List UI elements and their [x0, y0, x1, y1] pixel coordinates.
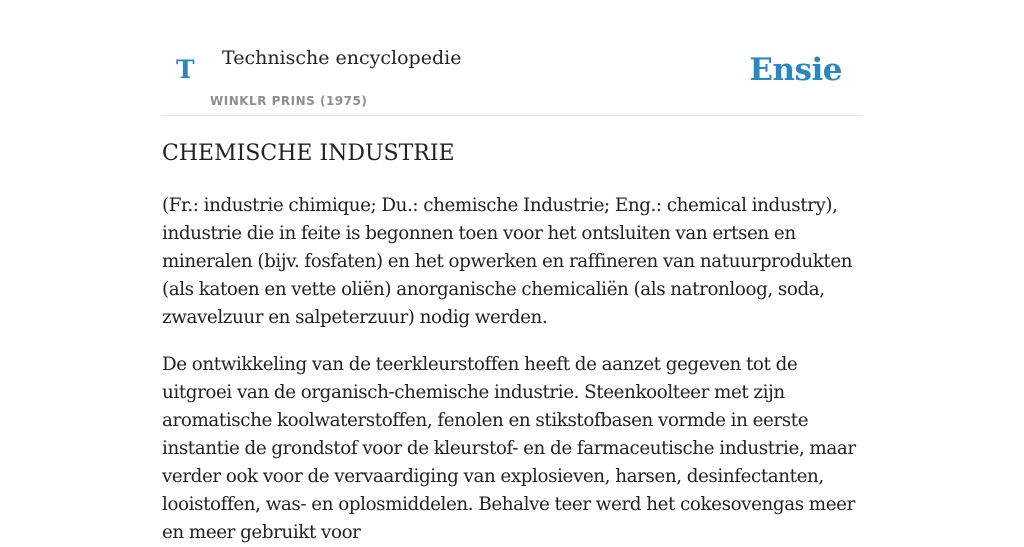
article-title: CHEMISCHE INDUSTRIE	[162, 141, 455, 166]
publication-logo-icon[interactable]: T	[176, 55, 195, 84]
publication-subtitle: WINKLR PRINS (1975)	[210, 94, 368, 108]
article-paragraph: De ontwikkeling van de teerkleurstoffen heeft de aanzet gegeven tot de uitgroei van de organisch-chemische industrie. Steenkoolteer met zijn aromatische koolwaterstoffen, fenolen en stikstofbasen vormde in eerste instantie de grondstof voor de kleurstof- en de farmaceutische industrie, maar verder ook voor de vervaardiging van explosieven, harsen, desinfectanten, looistoffen, was- en oplosmiddelen. Behalve teer werd het cokesovengas meer en meer gebruikt voor	[162, 354, 856, 543]
publication-title[interactable]: Technische encyclopedie	[222, 47, 462, 69]
publication-header	[162, 38, 862, 116]
article-body	[162, 139, 866, 547]
article-paragraph: (Fr.: industrie chimique; Du.: chemische Industrie; Eng.: chemical industry), industrie die in feite is begonnen toen voor het ontsluiten van ertsen en mineralen (bijv. fosfaten) en het opwerken en raffineren van natuurprodukten (als katoen en vette oliën) anorganische chemicaliën (als natronloog, soda, zwavelzuur en salpeterzuur) nodig werden.	[162, 195, 853, 328]
brand-logo[interactable]: Ensie	[749, 52, 842, 88]
